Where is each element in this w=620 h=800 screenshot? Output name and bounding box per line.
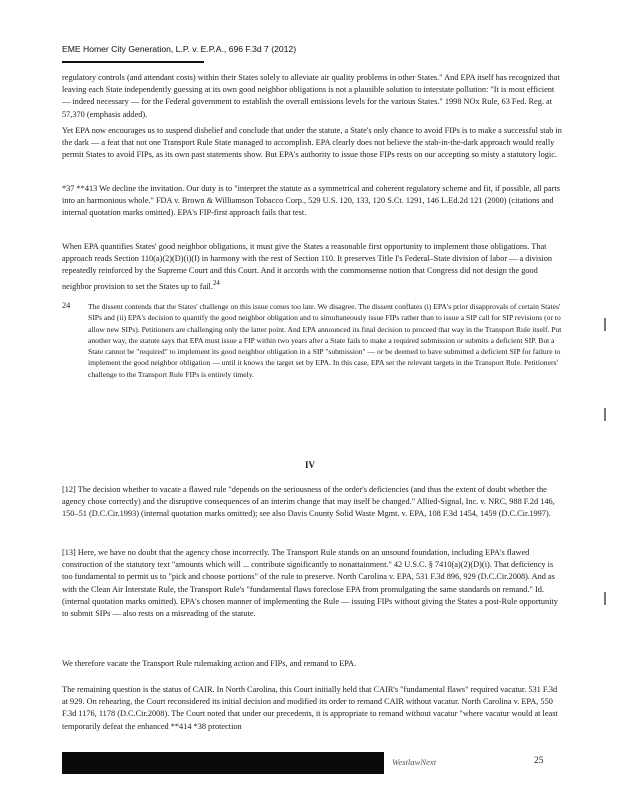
section-heading: IV: [304, 460, 315, 470]
paragraph-regulatory-controls: regulatory controls (and attendant costs) within their States solely to alleviate air quality problems in other States." And EPA itself has recognized that leaving each State independently guessing at its own good neighbor obligations is not a plausible solution to interstate pollution: "It is most efficient — indeed necessary — for the Federal government to establish the overall emissions levels for the various States." 1998 NOx Rule, 63 Fed. Reg. at 57,370 (emphasis added).: [62, 73, 560, 119]
paragraph-agency-chose-incorrectly: [13] Here, we have no doubt that the agency chose incorrectly. The Transport Rule stands on an unsound foundation, including EPA's flawed construction of the statutory text "amounts which will ... contribute significantly to nonattainment." 42 U.S.C. § 7410(a)(2)(D)(i). That deficiency is too fundamental to permit us to "pick and choose portions" of the rule to preserve. North Carolina v. EPA, 531 F.3d 896, 929 (D.C.Cir.2008). And as with the Clean Air Interstate Rule, the Transport Rule's "fundamental flaws foreclose EPA from promulgating the same standards on remand." Id. (internal quotation marks omitted). EPA's chosen manner of implementing the Rule — issuing FIPs without giving the States a post-Rule opportunity to submit SIPs — also rests on a misreading of the statute.: [62, 548, 558, 619]
footnote-ref[interactable]: 24: [212, 279, 220, 287]
footnote-text: The dissent contends that the States' challenge on this issue comes too late. We disagree. The dissent conflates (i) EPA's prior disapprovals of certain States' SIPs and (ii) EPA's decision to quantify the good neighbor obligation and to simultaneously issue FIPs rather than to issue a SIP call for SIP revisions (or to allow new SIPs). Petitioners are challenging only the latter point. And EPA announced its final decision to proceed that way in the Transport Rule itself. Put another way, the statute says that EPA must issue a FIP within two years after a State fails to make a required submission or submits a deficient SIP. But a State cannot be "required" to implement its good neighbor obligation in a SIP "submission" — or be deemed to have submitted a deficient SIP for failure to implement the good neighbor obligation — until it knows the target set by EPA. In this case, EPA set the relevant targets in the Transport Rule. Petitioners' challenge to the Transport Rule FIPs is entirely timely.: [88, 302, 562, 379]
paragraph-remand: We therefore vacate the Transport Rule rulemaking action and FIPs, and remand to EPA.: [62, 659, 357, 668]
margin-mark: [604, 318, 606, 331]
margin-mark: [604, 408, 606, 421]
paragraph-suspend-disbelief: Yet EPA now encourages us to suspend disbelief and conclude that under the statute, a State's only chance to avoid FIPs is to make a successful stab in the dark — a feat that not one Transport Rule State managed to accomplish. EPA clearly does not believe the stab-in-the-dark approach would really permit States to avoid FIPs, as its own past statements show. But EPA's authority to issue those FIPs rests on our accepting so misty a statutory logic.: [62, 126, 562, 160]
paragraph-good-neighbor-obligations: [62, 241, 562, 293]
page-number: 25: [534, 756, 544, 766]
footnote-number: 24: [62, 301, 71, 310]
case-title-header: EME Homer City Generation, L.P. v. E.P.A., 696 F.3d 7 (2012): [62, 44, 297, 54]
margin-mark: [604, 592, 606, 605]
paragraph-vacate-decision: [12] The decision whether to vacate a flawed rule "depends on the seriousness of the order's deficiencies (and thus the extent of doubt whether the agency chose correctly) and the disruptive consequences of an interim change that may itself be changed." Allied-Signal, Inc. v. NRC, 988 F.2d 146, 150–51 (D.C.Cir.1993) (internal quotation marks omitted); see also Davis County Solid Waste Mgmt. v. EPA, 108 F.3d 1454, 1459 (D.C.Cir.1997).: [62, 485, 555, 519]
paragraph-status-of-cair: The remaining question is the status of CAIR. In North Carolina, this Court initially held that CAIR's "fundamental flaws" required vacatur. 531 F.3d at 929. On rehearing, the Court reconsidered its initial decision and modified its order to remand CAIR without vacatur. North Carolina v. EPA, 550 F.3d 1176, 1178 (D.C.Cir.2008). The Court noted that under our precedents, it is appropriate to remand without vacatur "where vacatur would at least temporarily defeat the enhanced **414 *38 protection: [62, 685, 558, 731]
footer-redaction-bar: [62, 752, 384, 774]
paragraph-decline-invitation: *37 **413 We decline the invitation. Our duty is to "interpret the statute as a symmetrical and coherent regulatory scheme and fit, if possible, all parts into an harmonious whole." FDA v. Brown & Williamson Tobacco Corp., 529 U.S. 120, 133, 120 S.Ct. 1291, 146 L.Ed.2d 121 (2000) (citations and internal quotation marks omitted). EPA's FIP-first approach fails that test.: [62, 184, 560, 218]
footer-brand: WestlawNext: [392, 757, 437, 767]
paragraph-good-neighbor-text: When EPA quantifies States' good neighbor obligations, it must give the States a reasonable first opportunity to implement those obligations. That approach reads Section 110(a)(2)(D)(i)(I) in harmony with the rest of Section 110. It preserves Title I's Federal–State division of labor — a division repeatedly reinforced by the Supreme Court and this Court. And it accords with the commonsense notion that Congress did not design the good neighbor provision to set the States up to fail.: [62, 242, 553, 291]
header-rule: [62, 61, 204, 63]
